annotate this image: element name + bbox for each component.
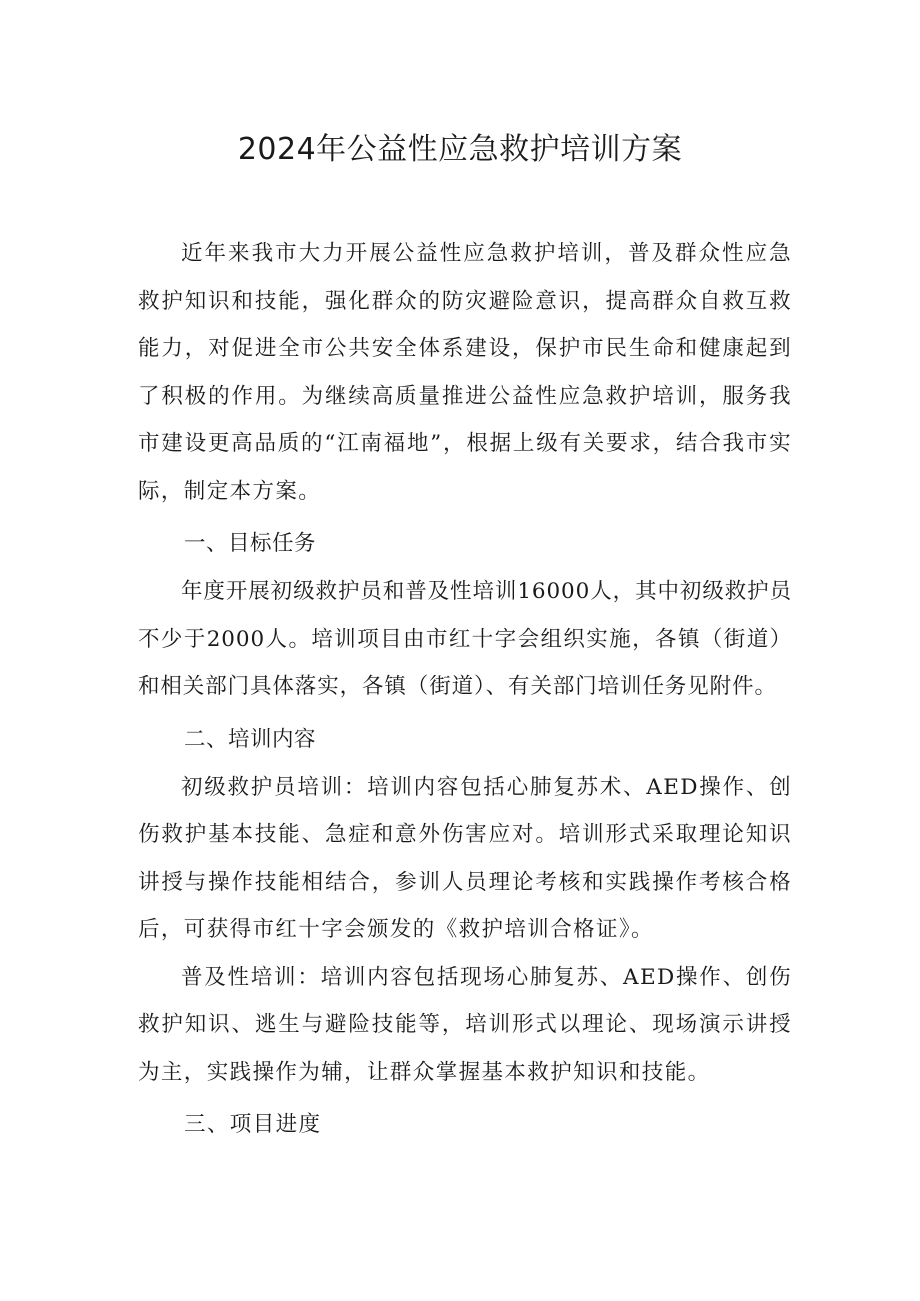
section-heading-progress: 三、项目进度 [184,1112,322,1137]
document-body [138,230,792,1149]
goals-paragraph: 年度开展初级救护员和普及性培训16000人，其中初级救护员不少于2000人。培训项目由市红十字会组织实施，各镇（街道）和相关部门具体落实，各镇（街道）、有关部门培训任务见附件。 [138,579,792,699]
content-paragraph-primary-training: 初级救护员培训：培训内容包括心肺复苏术、AED操作、创伤救护基本技能、急症和意外伤害应对。培训形式采取理论知识讲授与操作技能相结合，参训人员理论考核和实践操作考核合格后，可获得市红十字会颁发的《救护培训合格证》。 [138,774,792,942]
section-heading-goals: 一、目标任务 [184,531,317,556]
content-paragraph-general-training: 普及性培训：培训内容包括现场心肺复苏、AED操作、创伤救护知识、逃生与避险技能等，培训形式以理论、现场演示讲授为主，实践操作为辅，让群众掌握基本救护知识和技能。 [138,964,792,1085]
section-heading-content: 二、培训内容 [184,726,317,752]
intro-paragraph: 近年来我市大力开展公益性应急救护培训，普及群众性应急救护知识和技能，强化群众的防灾避险意识，提高群众自救互救能力，对促进全市公共安全体系建设，保护市民生命和健康起到了积极的作用。为继续高质量推进公益性应急救护培训，服务我市建设更高品质的“江南福地”，根据上级有关要求，结合我市实际，制定本方案。 [138,241,792,504]
document-title: 2024年公益性应急救护培训方案 [237,132,683,167]
